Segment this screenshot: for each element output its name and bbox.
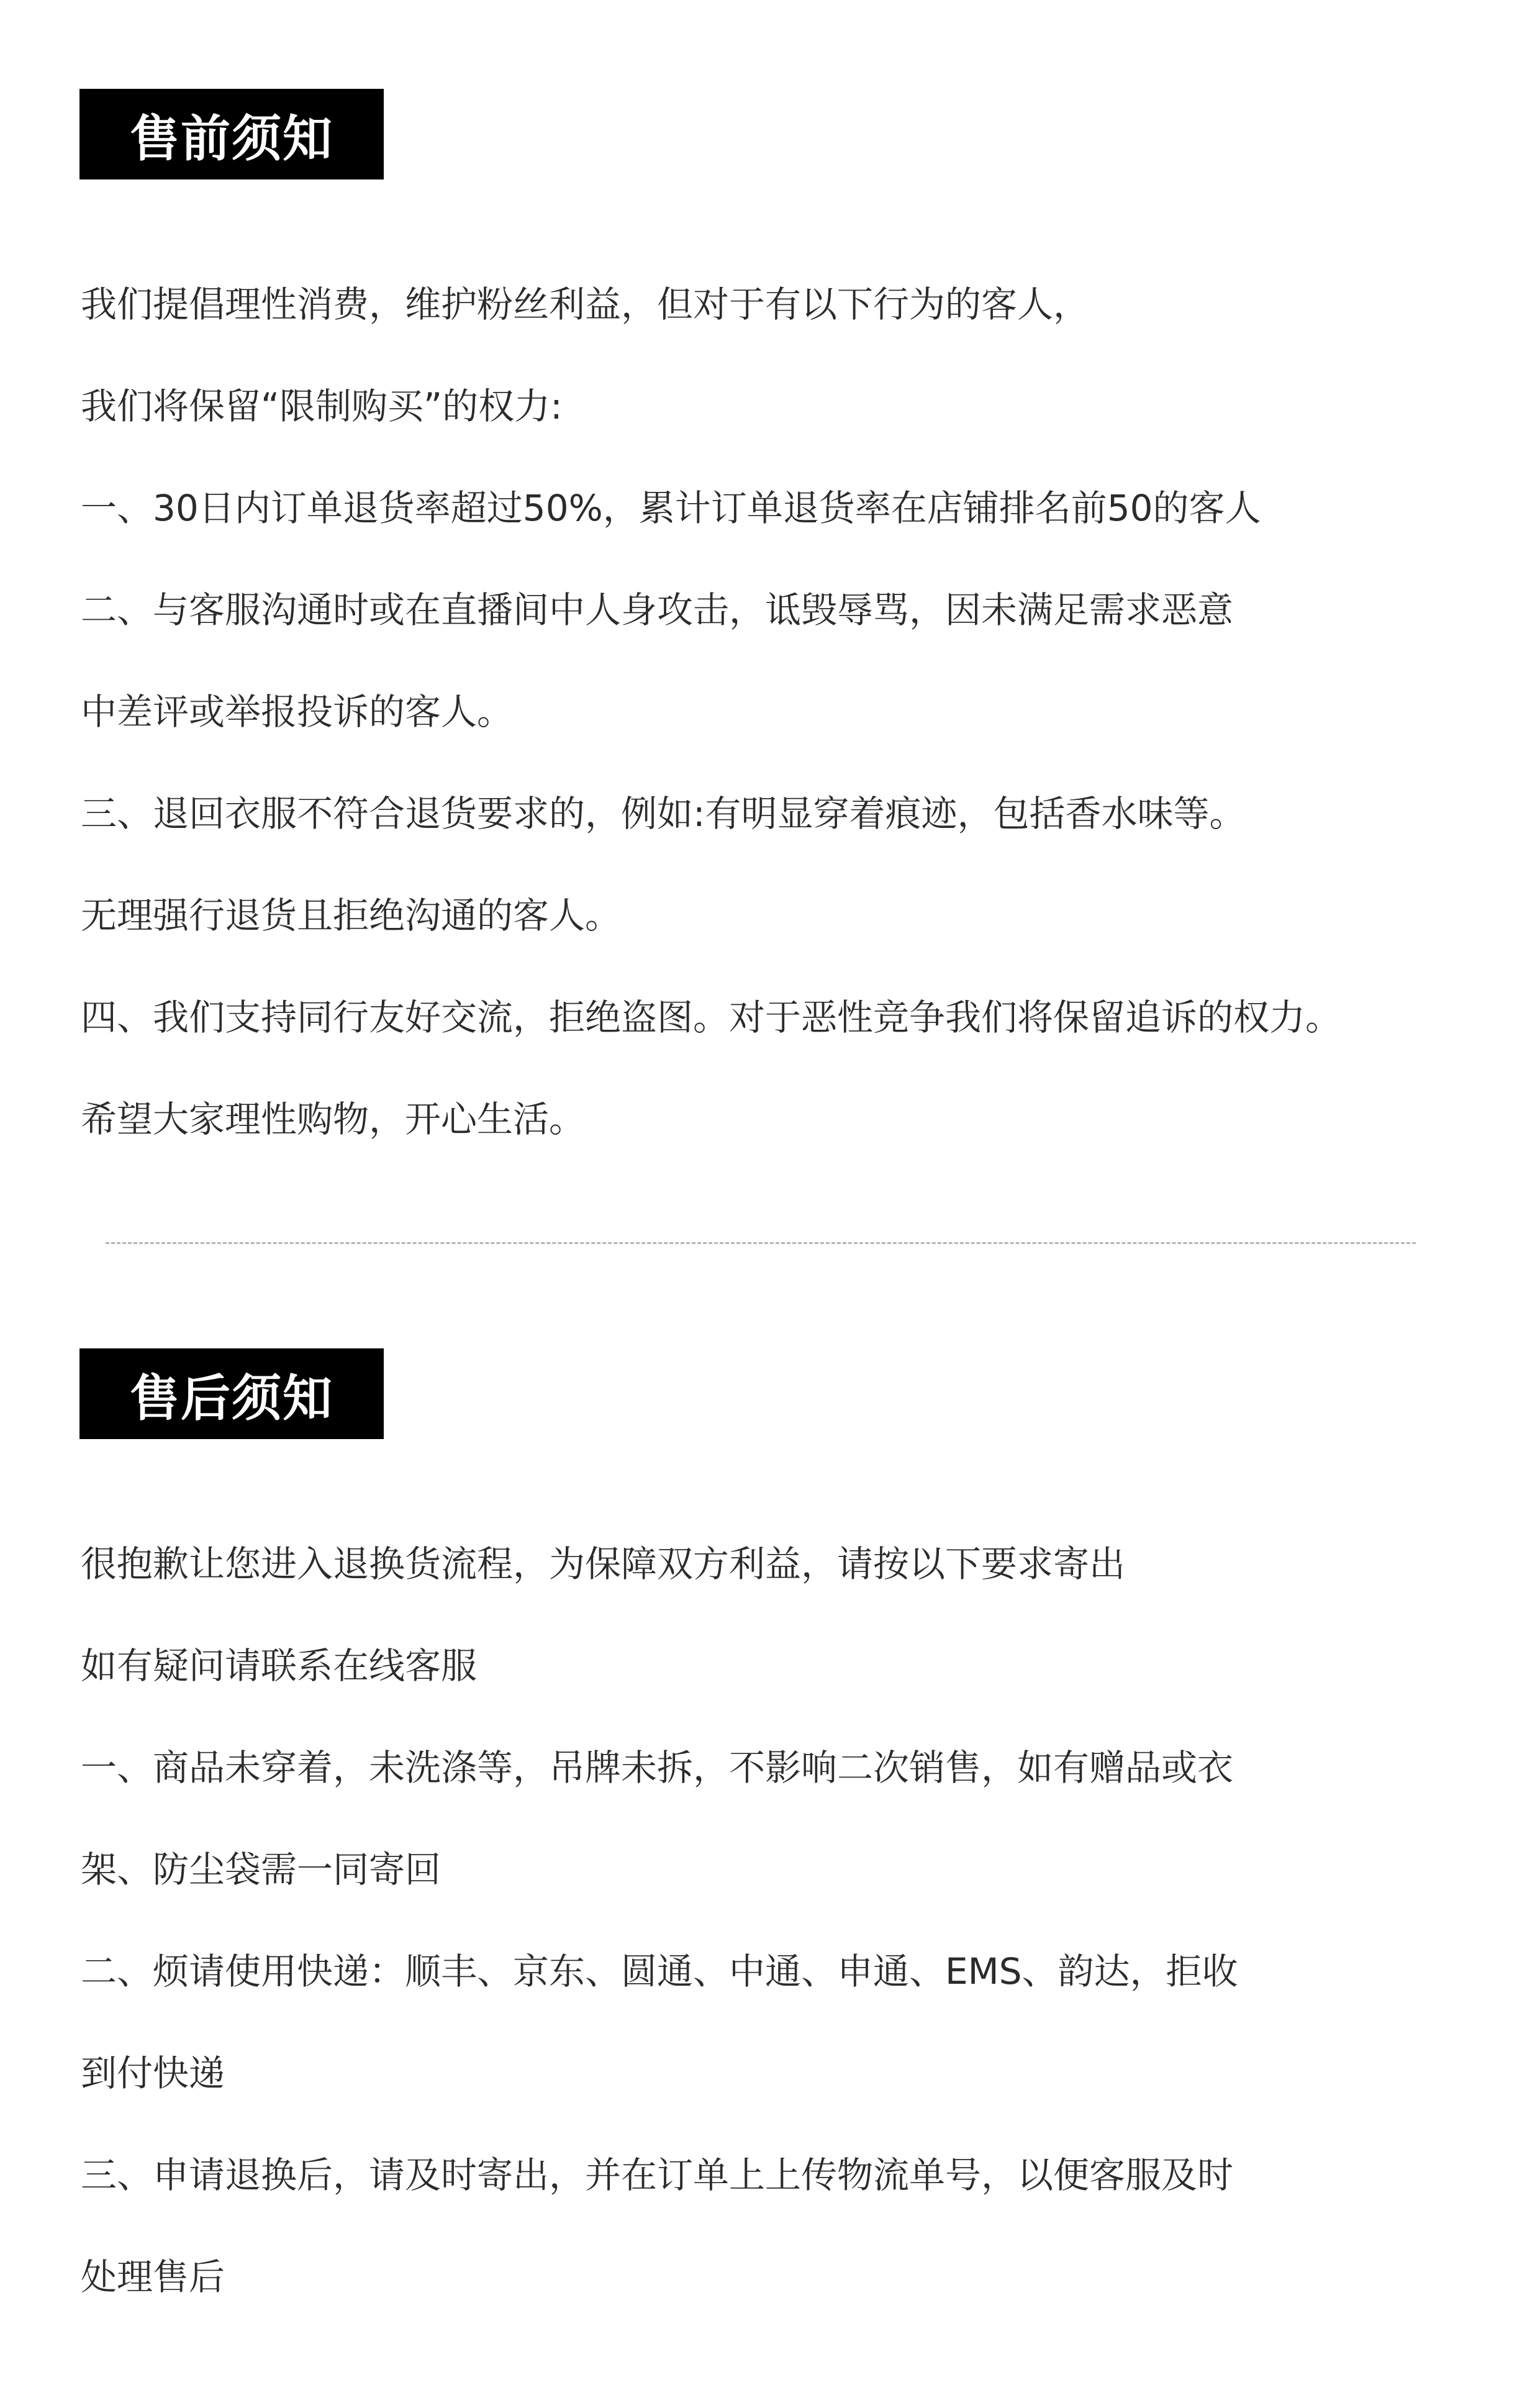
pre-sale-line-7: 无理强行退货且拒绝沟通的客人。 [81,894,622,937]
after-sale-line-7: 三、申请退换后，请及时寄出，并在订单上上传物流单号，以便客服及时 [81,2154,1234,2196]
pre-sale-line-9: 希望大家理性购物，开心生活。 [81,1098,586,1140]
pre-sale-line-8: 四、我们支持同行友好交流，拒绝盗图。对于恶性竞争我们将保留追诉的权力。 [81,996,1342,1038]
after-sale-line-3: 一、商品未穿着，未洗涤等，吊牌未拆，不影响二次销售，如有赠品或衣 [81,1747,1234,1789]
pre-sale-title: 售前须知 [79,89,384,179]
pre-sale-line-5: 中差评或举报投诉的客人。 [81,691,514,733]
after-sale-line-6: 到付快递 [81,2052,225,2094]
pre-sale-line-6: 三、退回衣服不符合退货要求的，例如:有明显穿着痕迹，包括香水味等。 [81,793,1246,835]
after-sale-line-4: 架、防尘袋需一同寄回 [81,1848,442,1891]
pre-sale-line-3: 一、30日内订单退货率超过50%，累计订单退货率在店铺排名前50的客人 [81,487,1261,529]
pre-sale-line-4: 二、与客服沟通时或在直播间中人身攻击，诋毁辱骂，因未满足需求恶意 [81,589,1234,631]
pre-sale-line-1: 我们提倡理性消费，维护粉丝利益，但对于有以下行为的客人， [81,283,1090,325]
after-sale-line-8: 处理售后 [81,2256,225,2298]
after-sale-line-1: 很抱歉让您进入退换货流程，为保障双方利益，请按以下要求寄出 [81,1543,1126,1585]
section-divider [106,1242,1416,1244]
pre-sale-line-2: 我们将保留“限制购买”的权力: [81,385,563,427]
after-sale-title: 售后须知 [79,1348,384,1439]
after-sale-line-2: 如有疑问请联系在线客服 [81,1645,478,1687]
after-sale-line-5: 二、烦请使用快递：顺丰、京东、圆通、中通、申通、EMS、韵达，拒收 [81,1950,1238,1992]
